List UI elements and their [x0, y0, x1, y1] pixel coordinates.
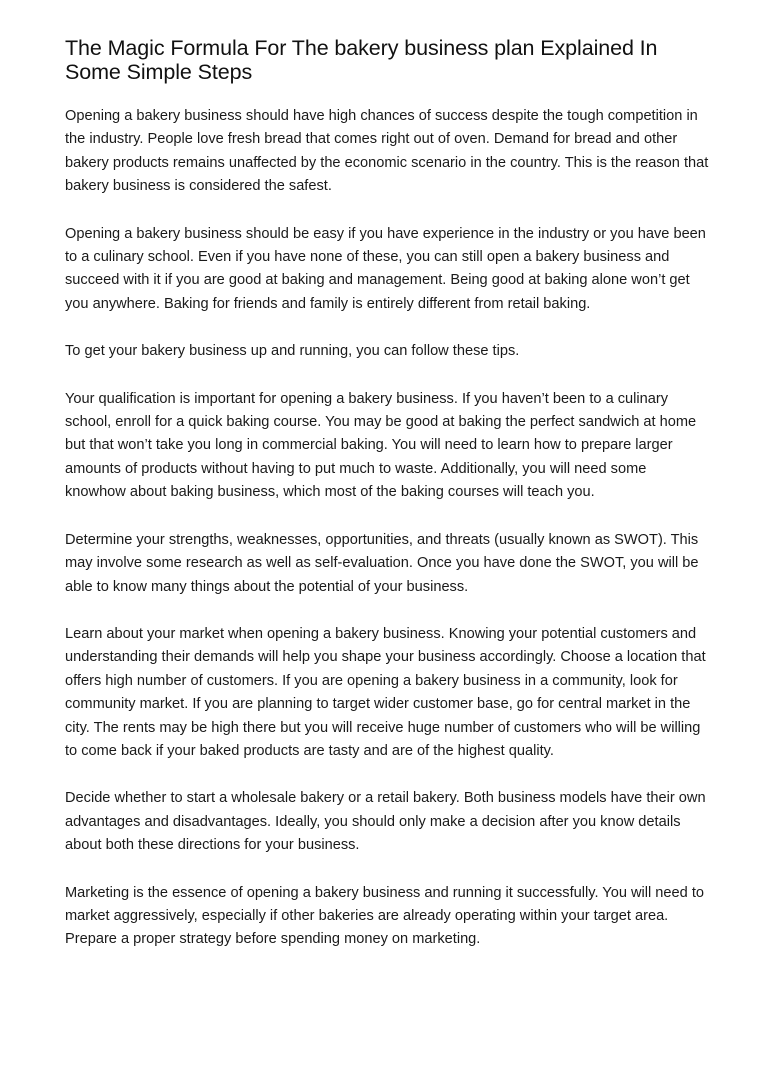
document-body: [65, 105, 710, 952]
paragraph-1: Opening a bakery business should have high chances of success despite the tough competition in the industry. People love fresh bread that comes right out of oven. Demand for bread and other bakery products remains unaffected by the economic scenario in the country. This is the reason that bakery business is considered the safest.: [65, 108, 709, 195]
paragraph-6: Learn about your market when opening a bakery business. Knowing your potential customers and understanding their demands will help you shape your business accordingly. Choose a location that offers high number of customers. If you are opening a bakery business in a community, look for community market. If you are planning to target wider customer base, go for central market in the city. The rents may be high there but you will receive huge number of customers who will be willing to come back if your baked products are tasty and are of the highest quality.: [65, 625, 706, 759]
paragraph-2: Opening a bakery business should be easy if you have experience in the industry or you have been to a culinary school. Even if you have none of these, you can still open a bakery business and succeed with it if you are good at baking and management. Being good at baking alone won’t get you anywhere. Baking for friends and family is entirely different from retail baking.: [65, 225, 706, 312]
paragraph-8: Marketing is the essence of opening a bakery business and running it successfully. You will need to market aggressively, especially if other bakeries are already operating within your target area. Prepare a proper strategy before spending money on marketing.: [65, 884, 704, 948]
paragraph-3: To get your bakery business up and running, you can follow these tips.: [65, 343, 520, 360]
paragraph-7: Decide whether to start a wholesale bakery or a retail bakery. Both business models have their own advantages and disadvantages. Ideally, you should only make a decision after you know details about both these directions for your business.: [65, 790, 706, 854]
page-title: The Magic Formula For The bakery business plan Explained In Some Simple Steps: [65, 36, 658, 84]
paragraph-4: Your qualification is important for opening a bakery business. If you haven’t been to a culinary school, enroll for a quick baking course. You may be good at baking the perfect sandwich at home but that won’t take you long in commercial baking. You will need to learn how to prepare larger amounts of products without having to put much to waste. Additionally, you will need some knowhow about baking business, which most of the baking courses will teach you.: [65, 390, 697, 501]
paragraph-5: Determine your strengths, weaknesses, opportunities, and threats (usually known as SWOT). This may involve some research as well as self-evaluation. Once you have done the SWOT, you will be able to know many things about the potential of your business.: [65, 531, 699, 595]
